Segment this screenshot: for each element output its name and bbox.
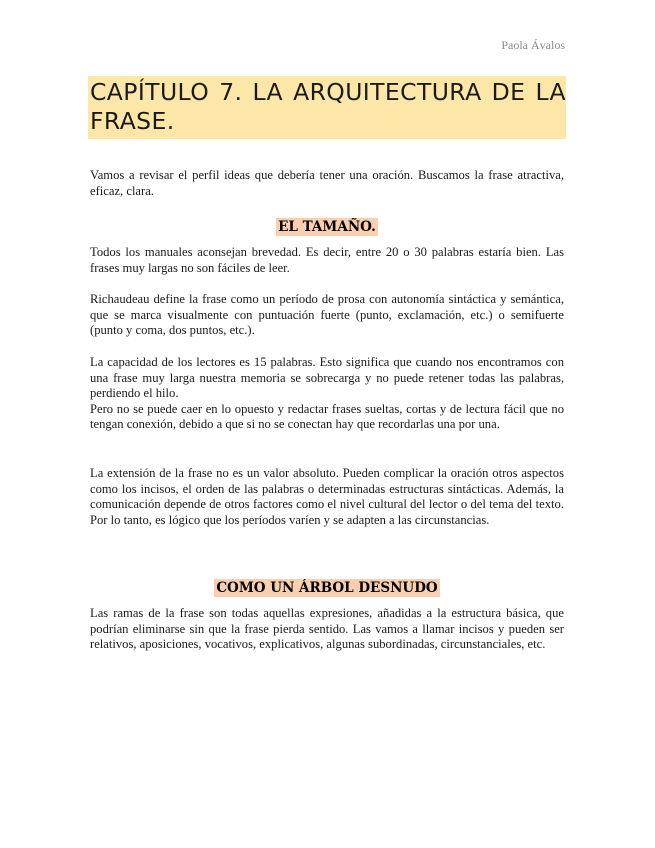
- section-heading-tree-text: COMO UN ÁRBOL DESNUDO: [216, 580, 438, 596]
- section-size-body-2: [90, 292, 564, 339]
- section-heading-size-text: EL TAMAÑO.: [278, 219, 376, 235]
- tree-paragraph-1: Las ramas de la frase son todas aquellas expresiones, añadidas a la estructura básica, que podrían eliminarse sin que la frase pierda sentido. Las vamos a llamar incisos y pueden ser relativos, aposiciones, vocativos, explicativos, algunas subordinadas, circunstanciales, etc.: [90, 606, 564, 652]
- section-tree-body: [90, 606, 564, 653]
- header-author: Paola Ávalos: [501, 38, 565, 52]
- size-paragraph-5: La extensión de la frase no es un valor absoluto. Pueden complicar la oración otros aspectos como los incisos, el orden de las palabras o determinadas estructuras sintácticas. Además, la comunicación depende de otros factores como el nivel cultural del lector o del tema del texto. Por lo tanto, es lógico que los períodos varíen y se adapten a las circunstancias.: [90, 466, 564, 527]
- section-heading-tree: [90, 579, 564, 597]
- section-size-body-4: [90, 466, 564, 528]
- section-heading-size: [90, 218, 564, 236]
- size-paragraph-4: Pero no se puede caer en lo opuesto y redactar frases sueltas, cortas y de lectura fácil que no tengan conexión, debido a que si no se conectan hay que recordarlas una por una.: [90, 401, 564, 432]
- size-paragraph-3: La capacidad de los lectores es 15 palabras. Esto significa que cuando nos encontramos con una frase muy larga nuestra memoria se sobrecarga y no puede retener todas las palabras, perdiendo el hilo.: [90, 355, 564, 401]
- size-paragraph-1: Todos los manuales aconsejan brevedad. Es decir, entre 20 o 30 palabras estaría bien. Las frases muy largas no son fáciles de leer.: [90, 245, 564, 275]
- intro-text: Vamos a revisar el perfil ideas que debería tener una oración. Buscamos la frase atractiva, eficaz, clara.: [90, 168, 564, 198]
- section-size-body: [90, 245, 564, 276]
- chapter-title: CAPÍTULO 7. LA ARQUITECTURA DE LA FRASE.: [88, 76, 566, 139]
- section-size-body-3: [90, 355, 564, 433]
- intro-paragraph: [90, 168, 564, 199]
- size-paragraph-2: Richaudeau define la frase como un período de prosa con autonomía sintáctica y semántica, que se marca visualmente con puntuación fuerte (punto, exclamación, etc.) o semifuerte (punto y coma, dos puntos, etc.).: [90, 292, 564, 338]
